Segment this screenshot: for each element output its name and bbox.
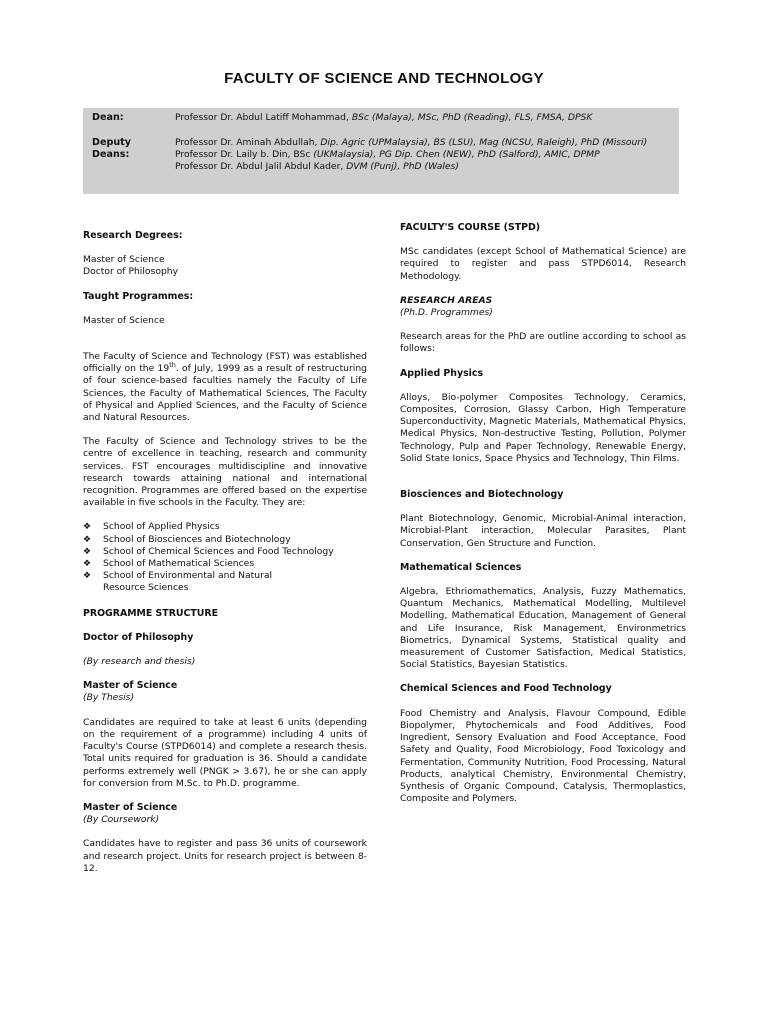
faculty-staff-box [83, 108, 679, 194]
taught-programmes-heading: Taught Programmes: [83, 290, 194, 302]
msc-coursework-subheading: (By Coursework) [83, 814, 160, 826]
msc-thesis-subheading: (By Thesis) [83, 692, 135, 704]
research-areas-heading: RESEARCH AREAS [400, 294, 493, 306]
intro-paragraph-part: The Faculty of Science and Technology (FST) was established officially on the 19 [83, 351, 367, 375]
taught-programme-item: Master of Science [83, 314, 165, 326]
mission-paragraph: The Faculty of Science and Technology strives to be the centre of excellence in teaching, research and community services. FST encourages multidiscipline and innovative research towards attaining national and international recognition. Programmes are offered based on the expertise available in five schools in the Faculty. They are: [83, 436, 367, 509]
deputy-dean-name: Professor Dr. Abdul Jalil Abdul Kader, [175, 161, 344, 173]
phd-heading: Doctor of Philosophy [83, 631, 194, 643]
diamond-bullet-icon: ❖ [83, 571, 92, 582]
diamond-bullet-icon: ❖ [83, 559, 92, 570]
deputy-deans-label: Deputy Deans: [92, 137, 132, 161]
diamond-bullet-icon: ❖ [83, 546, 92, 557]
list-item [83, 534, 367, 546]
intro-paragraph-part: . of July, 1999 as a result of restructuring of four science-based faculties namely the Faculty of Life Sciences, the Faculty of Mathematical Sciences, The Faculty of Physical and Applied Sciences, and the Faculty of Science and Natural Resources. [83, 363, 367, 424]
diamond-bullet-icon: ❖ [83, 534, 92, 545]
research-degree-item: Master of Science [83, 254, 165, 266]
list-item [83, 546, 367, 558]
research-areas-subheading: (Ph.D. Programmes) [400, 307, 493, 319]
programme-structure-heading: PROGRAMME STRUCTURE [83, 607, 219, 619]
msc-thesis-body: Candidates are required to take at least 6 units (depending on the requirement of a programme) including 4 units of Faculty's Course (STPD6014) and complete a research thesis. Total units required for graduation is 36. Should a candidate performs extremely well (PNGK > 3.67), he or she can apply for conversion from M.Sc. to Ph.D. programme. [83, 716, 367, 789]
area-body-chemical-sciences: Food Chemistry and Analysis, Flavour Compound, Edible Biopolymer, Phytochemicals and Food Additives, Food Ingredient, Sensory Evaluation and Food Acceptance, Food Safety and Quality, Food Microbiology, Food Toxicology and Fermentation, Community Nutrition, Food Processing, Natural Products, analytical Chemistry, Environmental Chemistry, Synthesis of Organic Compound, Catalysis, Thermoplastics, Composite and Polymers. [400, 707, 686, 805]
dean-qualifications: BSc (Malaya), MSc, PhD (Reading), FLS, FMSA, DPSK [351, 112, 593, 123]
msc-coursework-heading: Master of Science [83, 801, 178, 813]
msc-thesis-heading: Master of Science [83, 680, 178, 692]
deputy-dean-qualifications: Dip. Agric (UPMalaysia), BS (LSU), Mag (NCSU, Raleigh), PhD (Missouri) [320, 137, 648, 148]
school-name: School of Biosciences and Biotechnology [103, 533, 291, 545]
deputy-dean-name: Professor Dr. Aminah Abdullah, [175, 137, 318, 148]
faculty-course-body: MSc candidates (except School of Mathematical Science) are required to register and pass STPD6014, Research Methodology. [400, 246, 686, 282]
area-body-mathematical-sciences: Algebra, Ethriomathematics, Analysis, Fuzzy Mathematics, Quantum Mechanics, Mathematical Modelling, Multilevel Modelling, Mathematical Education, Management of General and Life Insurance, Risk Management, Environmetrics Biometrics, Dynamical Systems, Statistical quality and measurement of Customer Satisfaction, Medical Statistics, Social Statistics, Bayesian Statistics. [400, 586, 686, 671]
list-item [83, 558, 367, 570]
dean-label: Dean: [92, 112, 124, 123]
deputy-dean-qualifications: DVM (Punj), PhD (Wales) [346, 161, 459, 173]
school-name: School of Environmental and Natural Resource Sciences [103, 570, 273, 594]
area-heading-applied-physics: Applied Physics [400, 367, 484, 379]
phd-subheading: (By research and thesis) [83, 656, 196, 668]
deputy-dean-line [175, 161, 685, 173]
dean-name-line [175, 112, 685, 124]
school-name: School of Mathematical Sciences [103, 558, 255, 570]
deputy-dean-name: Professor Dr. Laily b. Din, BSc [175, 149, 311, 161]
area-body-applied-physics: Alloys, Bio-polymer Composites Technology, Ceramics, Composites, Corrosion, Glassy Carbon, High Temperature Superconductivity, Magnetic Materials, Mathematical Physics, Medical Physics, Non-destructive Testing, Pollution, Polymer Technology, Pulp and Paper Technology, Renewable Energy, Solid State Ionics, Space Physics and Technology, Thin Films. [400, 391, 686, 464]
area-heading-mathematical-sciences: Mathematical Sciences [400, 561, 522, 573]
deputy-dean-qualifications: (UKMalaysia), PG Dip. Chen (NEW), PhD (Salford), AMIC, DPMP [313, 149, 600, 161]
research-areas-intro: Research areas for the PhD are outline according to school as follows: [400, 331, 686, 355]
area-body-biosciences: Plant Biotechnology, Genomic, Microbial-Animal interaction, Microbial-Plant interaction, Molecular Parasites, Plant Conservation, Gen Structure and Function. [400, 513, 686, 549]
research-degree-item: Doctor of Philosophy [83, 266, 179, 278]
intro-paragraph [83, 351, 367, 424]
page-title: FACULTY OF SCIENCE AND TECHNOLOGY [224, 70, 544, 87]
deputy-dean-line [175, 149, 685, 161]
msc-coursework-body: Candidates have to register and pass 36 units of coursework and research project. Units for research project is between 8-12. [83, 838, 367, 874]
schools-list [83, 521, 367, 594]
school-name: School of Applied Physics [103, 521, 220, 533]
ordinal-suffix: th [169, 361, 176, 370]
right-column [400, 222, 686, 805]
school-name: School of Chemical Sciences and Food Technology [103, 545, 334, 557]
area-heading-chemical-sciences: Chemical Sciences and Food Technology [400, 683, 612, 695]
diamond-bullet-icon: ❖ [83, 522, 92, 533]
left-column [83, 222, 367, 875]
list-item [83, 570, 367, 594]
faculty-course-heading: FACULTY'S COURSE (STPD) [400, 222, 541, 233]
deputy-dean-line [175, 137, 685, 149]
area-heading-biosciences: Biosciences and Biotechnology [400, 489, 564, 501]
research-degrees-heading: Research Degrees: [83, 230, 183, 241]
list-item [83, 521, 367, 533]
dean-name: Professor Dr. Abdul Latiff Mohammad, [175, 112, 349, 123]
